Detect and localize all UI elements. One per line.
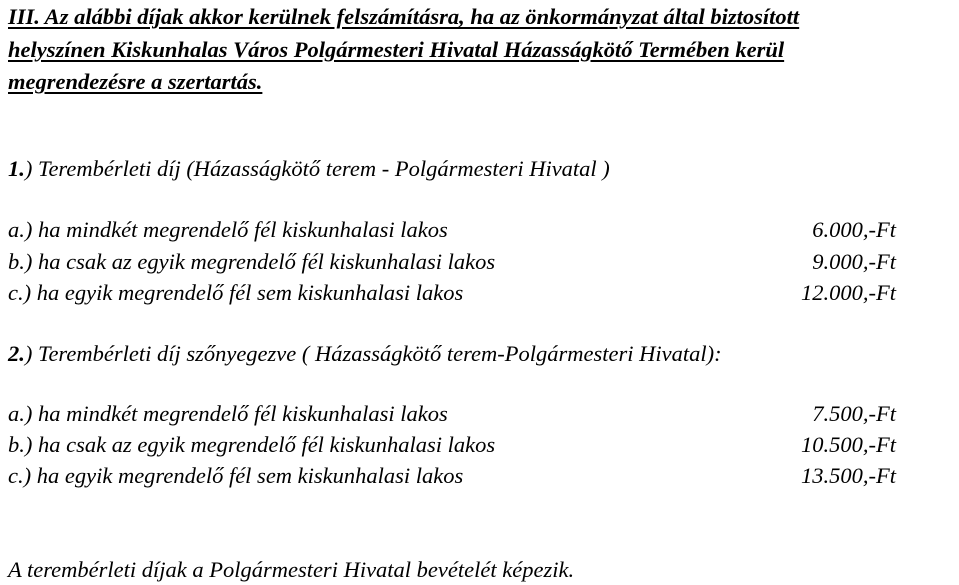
section-2-item-b-label: b.) ha csak az egyik megrendelő fél kiskunhalasi lakos — [8, 432, 496, 457]
section-2-item-a-price: 7.500,-Ft — [812, 401, 896, 426]
section-2-item-c-price: 13.500,-Ft — [801, 463, 896, 488]
section-1-item-c-price: 12.000,-Ft — [801, 280, 896, 305]
section-1-title: ) Terembérleti díj (Házasságkötő terem - Polgármesteri Hivatal ) — [24, 156, 610, 181]
section-1-item-a-price: 6.000,-Ft — [812, 217, 896, 242]
section-2-number: 2. — [8, 341, 25, 366]
intro-line-2: helyszínen Kiskunhalas Város Polgármesteri Hivatal Házasságkötő Termében kerül — [8, 37, 785, 62]
section-2-heading — [8, 343, 722, 366]
section-2-item-b-price: 10.500,-Ft — [801, 432, 896, 457]
section-2-title: ) Terembérleti díj szőnyegezve ( Házasságkötő terem-Polgármesteri Hivatal): — [24, 341, 722, 366]
intro-line-1: III. Az alábbi díjak akkor kerülnek felszámításra, ha az önkormányzat által biztosított — [8, 4, 800, 29]
section-1-item-b-label: b.) ha csak az egyik megrendelő fél kiskunhalasi lakos — [8, 249, 496, 274]
section-2-item-a-label: a.) ha mindkét megrendelő fél kiskunhalasi lakos — [8, 401, 448, 426]
footer-note: A terembérleti díjak a Polgármesteri Hivatal bevételét képezik. — [8, 557, 575, 582]
section-1-heading — [8, 158, 610, 181]
section-1-number: 1. — [8, 156, 25, 181]
section-2-item-c-label: c.) ha egyik megrendelő fél sem kiskunhalasi lakos — [8, 463, 464, 488]
section-1-item-c-label: c.) ha egyik megrendelő fél sem kiskunhalasi lakos — [8, 280, 464, 305]
intro-line-3: megrendezésre a szertartás. — [8, 69, 263, 94]
section-1-item-a-label: a.) ha mindkét megrendelő fél kiskunhalasi lakos — [8, 217, 448, 242]
section-1-item-b-price: 9.000,-Ft — [812, 249, 896, 274]
